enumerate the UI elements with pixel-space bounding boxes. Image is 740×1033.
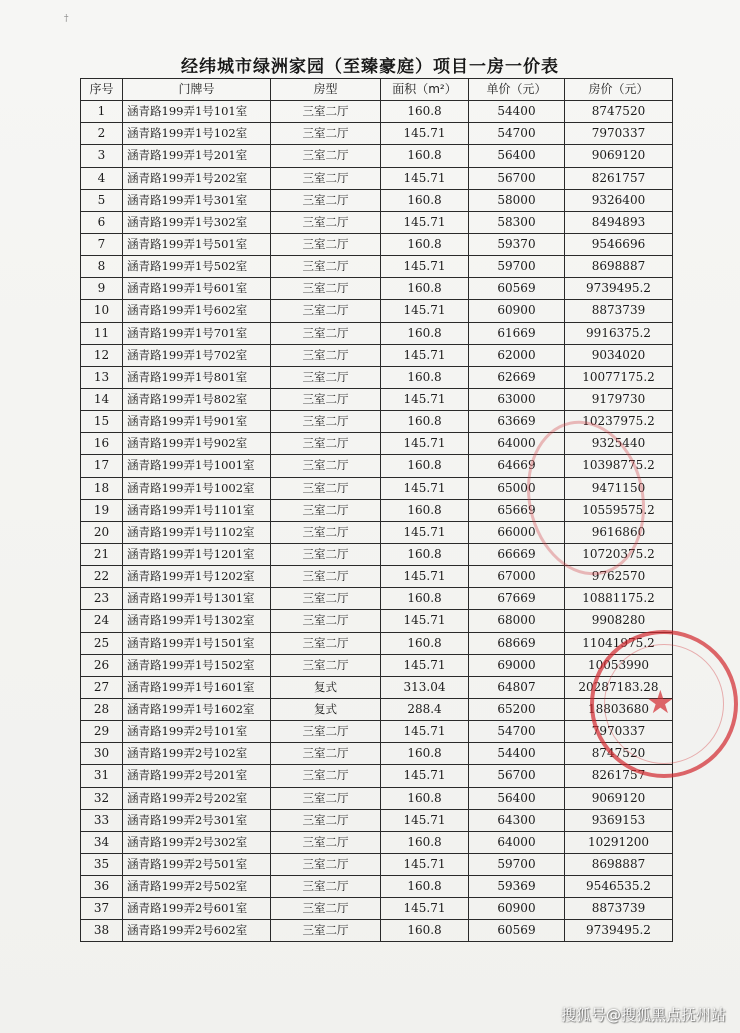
row-index: 31 <box>81 765 123 787</box>
table-row <box>81 743 673 765</box>
row-address: 涵青路199弄2号201室 <box>123 765 271 787</box>
row-total-price: 8261757 <box>565 167 673 189</box>
row-index: 15 <box>81 411 123 433</box>
row-index: 38 <box>81 920 123 942</box>
table-row <box>81 566 673 588</box>
table-row <box>81 477 673 499</box>
row-area: 145.71 <box>381 765 469 787</box>
row-room-type: 三室二厅 <box>271 831 381 853</box>
row-area: 160.8 <box>381 588 469 610</box>
row-unit-price: 58300 <box>469 211 565 233</box>
row-total-price: 8261757 <box>565 765 673 787</box>
row-index: 14 <box>81 388 123 410</box>
row-room-type: 复式 <box>271 676 381 698</box>
row-area: 160.8 <box>381 233 469 255</box>
row-room-type: 三室二厅 <box>271 233 381 255</box>
row-unit-price: 64807 <box>469 676 565 698</box>
row-index: 25 <box>81 632 123 654</box>
row-address: 涵青路199弄1号1501室 <box>123 632 271 654</box>
row-address: 涵青路199弄1号501室 <box>123 233 271 255</box>
row-room-type: 三室二厅 <box>271 101 381 123</box>
row-total-price: 8747520 <box>565 101 673 123</box>
row-index: 17 <box>81 455 123 477</box>
row-total-price: 9326400 <box>565 189 673 211</box>
row-room-type: 三室二厅 <box>271 300 381 322</box>
table-row <box>81 211 673 233</box>
corner-mark: † <box>64 14 69 24</box>
row-total-price: 10720375.2 <box>565 543 673 565</box>
header-row <box>81 79 673 101</box>
row-unit-price: 62000 <box>469 344 565 366</box>
row-unit-price: 54400 <box>469 743 565 765</box>
row-total-price: 7970337 <box>565 123 673 145</box>
row-index: 18 <box>81 477 123 499</box>
row-total-price: 9069120 <box>565 787 673 809</box>
row-total-price: 10053990 <box>565 654 673 676</box>
row-address: 涵青路199弄1号1002室 <box>123 477 271 499</box>
row-unit-price: 59370 <box>469 233 565 255</box>
row-room-type: 三室二厅 <box>271 765 381 787</box>
table-row <box>81 101 673 123</box>
row-index: 23 <box>81 588 123 610</box>
table-row <box>81 676 673 698</box>
row-unit-price: 68000 <box>469 610 565 632</box>
row-area: 160.8 <box>381 322 469 344</box>
row-address: 涵青路199弄1号502室 <box>123 256 271 278</box>
row-address: 涵青路199弄1号101室 <box>123 101 271 123</box>
header-address: 门牌号 <box>123 79 271 101</box>
row-address: 涵青路199弄2号301室 <box>123 809 271 831</box>
row-address: 涵青路199弄1号1302室 <box>123 610 271 632</box>
table-row <box>81 499 673 521</box>
row-unit-price: 61669 <box>469 322 565 344</box>
row-area: 145.71 <box>381 433 469 455</box>
row-address: 涵青路199弄1号1001室 <box>123 455 271 477</box>
row-unit-price: 65000 <box>469 477 565 499</box>
row-index: 1 <box>81 101 123 123</box>
row-area: 145.71 <box>381 211 469 233</box>
row-room-type: 三室二厅 <box>271 167 381 189</box>
row-unit-price: 56400 <box>469 145 565 167</box>
table-row <box>81 300 673 322</box>
row-unit-price: 66000 <box>469 521 565 543</box>
row-address: 涵青路199弄2号601室 <box>123 898 271 920</box>
row-total-price: 9369153 <box>565 809 673 831</box>
row-unit-price: 59369 <box>469 876 565 898</box>
row-index: 33 <box>81 809 123 831</box>
row-room-type: 三室二厅 <box>271 388 381 410</box>
row-address: 涵青路199弄1号602室 <box>123 300 271 322</box>
row-area: 145.71 <box>381 898 469 920</box>
row-unit-price: 62669 <box>469 366 565 388</box>
row-room-type: 三室二厅 <box>271 543 381 565</box>
table-row <box>81 588 673 610</box>
row-total-price: 9546535.2 <box>565 876 673 898</box>
row-address: 涵青路199弄1号902室 <box>123 433 271 455</box>
row-unit-price: 59700 <box>469 256 565 278</box>
header-total-price: 房价（元） <box>565 79 673 101</box>
row-total-price: 10291200 <box>565 831 673 853</box>
row-total-price: 8873739 <box>565 898 673 920</box>
row-area: 288.4 <box>381 698 469 720</box>
row-room-type: 三室二厅 <box>271 145 381 167</box>
page-title: 经纬城市绿洲家园（至臻豪庭）项目一房一价表 <box>181 57 559 77</box>
table-row <box>81 233 673 255</box>
row-unit-price: 59700 <box>469 853 565 875</box>
table-row <box>81 189 673 211</box>
row-total-price: 9739495.2 <box>565 920 673 942</box>
header-room-type: 房型 <box>271 79 381 101</box>
table-row <box>81 344 673 366</box>
row-area: 160.8 <box>381 145 469 167</box>
row-index: 8 <box>81 256 123 278</box>
row-unit-price: 60900 <box>469 898 565 920</box>
row-total-price: 9739495.2 <box>565 278 673 300</box>
row-room-type: 三室二厅 <box>271 787 381 809</box>
table-row <box>81 831 673 853</box>
row-area: 160.8 <box>381 499 469 521</box>
row-address: 涵青路199弄1号1102室 <box>123 521 271 543</box>
row-address: 涵青路199弄1号802室 <box>123 388 271 410</box>
row-total-price: 9616860 <box>565 521 673 543</box>
row-area: 145.71 <box>381 256 469 278</box>
header-unit-price: 单价（元） <box>469 79 565 101</box>
row-area: 145.71 <box>381 721 469 743</box>
table-row <box>81 433 673 455</box>
table-row <box>81 145 673 167</box>
table-row <box>81 388 673 410</box>
row-address: 涵青路199弄1号801室 <box>123 366 271 388</box>
row-index: 6 <box>81 211 123 233</box>
table-row <box>81 366 673 388</box>
row-address: 涵青路199弄2号502室 <box>123 876 271 898</box>
row-total-price: 10559575.2 <box>565 499 673 521</box>
row-index: 5 <box>81 189 123 211</box>
row-area: 145.71 <box>381 344 469 366</box>
row-total-price: 10881175.2 <box>565 588 673 610</box>
table-row <box>81 654 673 676</box>
row-area: 160.8 <box>381 632 469 654</box>
row-area: 160.8 <box>381 366 469 388</box>
table-row <box>81 278 673 300</box>
row-unit-price: 64669 <box>469 455 565 477</box>
row-index: 9 <box>81 278 123 300</box>
table-row <box>81 256 673 278</box>
row-room-type: 三室二厅 <box>271 344 381 366</box>
row-unit-price: 69000 <box>469 654 565 676</box>
row-unit-price: 60569 <box>469 278 565 300</box>
row-unit-price: 68669 <box>469 632 565 654</box>
row-index: 16 <box>81 433 123 455</box>
row-area: 160.8 <box>381 920 469 942</box>
row-total-price: 10398775.2 <box>565 455 673 477</box>
row-unit-price: 60569 <box>469 920 565 942</box>
row-total-price: 9546696 <box>565 233 673 255</box>
row-area: 160.8 <box>381 543 469 565</box>
row-address: 涵青路199弄1号1602室 <box>123 698 271 720</box>
row-address: 涵青路199弄1号701室 <box>123 322 271 344</box>
row-room-type: 三室二厅 <box>271 721 381 743</box>
row-total-price: 9916375.2 <box>565 322 673 344</box>
source-watermark: 搜狐号@搜狐黑点抚州站 <box>560 1006 726 1024</box>
table-row <box>81 610 673 632</box>
row-address: 涵青路199弄2号101室 <box>123 721 271 743</box>
table-row <box>81 898 673 920</box>
row-area: 145.71 <box>381 521 469 543</box>
table-row <box>81 123 673 145</box>
row-area: 160.8 <box>381 101 469 123</box>
row-room-type: 三室二厅 <box>271 920 381 942</box>
row-total-price: 8873739 <box>565 300 673 322</box>
row-total-price: 9471150 <box>565 477 673 499</box>
row-address: 涵青路199弄1号302室 <box>123 211 271 233</box>
row-room-type: 三室二厅 <box>271 211 381 233</box>
row-room-type: 三室二厅 <box>271 521 381 543</box>
row-total-price: 8698887 <box>565 256 673 278</box>
price-table <box>80 78 673 942</box>
row-index: 20 <box>81 521 123 543</box>
row-room-type: 三室二厅 <box>271 256 381 278</box>
row-unit-price: 67669 <box>469 588 565 610</box>
row-unit-price: 63000 <box>469 388 565 410</box>
row-total-price: 9069120 <box>565 145 673 167</box>
row-address: 涵青路199弄2号602室 <box>123 920 271 942</box>
row-address: 涵青路199弄1号1101室 <box>123 499 271 521</box>
table-row <box>81 411 673 433</box>
row-room-type: 三室二厅 <box>271 322 381 344</box>
company-seal: ★ <box>590 630 738 778</box>
row-area: 160.8 <box>381 876 469 898</box>
row-room-type: 三室二厅 <box>271 366 381 388</box>
row-address: 涵青路199弄1号601室 <box>123 278 271 300</box>
row-address: 涵青路199弄1号702室 <box>123 344 271 366</box>
row-index: 37 <box>81 898 123 920</box>
row-room-type: 复式 <box>271 698 381 720</box>
row-area: 145.71 <box>381 853 469 875</box>
row-area: 145.71 <box>381 610 469 632</box>
row-index: 2 <box>81 123 123 145</box>
row-room-type: 三室二厅 <box>271 189 381 211</box>
row-area: 145.71 <box>381 300 469 322</box>
row-index: 11 <box>81 322 123 344</box>
row-address: 涵青路199弄1号1201室 <box>123 543 271 565</box>
row-room-type: 三室二厅 <box>271 876 381 898</box>
row-room-type: 三室二厅 <box>271 278 381 300</box>
row-index: 24 <box>81 610 123 632</box>
table-row <box>81 322 673 344</box>
row-area: 145.71 <box>381 654 469 676</box>
row-index: 19 <box>81 499 123 521</box>
row-index: 22 <box>81 566 123 588</box>
row-unit-price: 64000 <box>469 831 565 853</box>
row-unit-price: 63669 <box>469 411 565 433</box>
row-index: 21 <box>81 543 123 565</box>
row-index: 4 <box>81 167 123 189</box>
row-room-type: 三室二厅 <box>271 809 381 831</box>
row-total-price: 9034020 <box>565 344 673 366</box>
table-row <box>81 765 673 787</box>
row-total-price: 8494893 <box>565 211 673 233</box>
row-area: 313.04 <box>381 676 469 698</box>
row-unit-price: 66669 <box>469 543 565 565</box>
row-room-type: 三室二厅 <box>271 853 381 875</box>
row-area: 160.8 <box>381 189 469 211</box>
row-index: 10 <box>81 300 123 322</box>
row-room-type: 三室二厅 <box>271 455 381 477</box>
row-unit-price: 67000 <box>469 566 565 588</box>
row-address: 涵青路199弄1号1301室 <box>123 588 271 610</box>
table-row <box>81 721 673 743</box>
row-address: 涵青路199弄1号901室 <box>123 411 271 433</box>
table-row <box>81 787 673 809</box>
row-total-price: 7970337 <box>565 721 673 743</box>
row-unit-price: 64000 <box>469 433 565 455</box>
row-total-price: 9325440 <box>565 433 673 455</box>
row-area: 160.8 <box>381 743 469 765</box>
row-area: 160.8 <box>381 831 469 853</box>
row-index: 32 <box>81 787 123 809</box>
row-address: 涵青路199弄1号301室 <box>123 189 271 211</box>
table-row <box>81 521 673 543</box>
row-total-price: 8747520 <box>565 743 673 765</box>
table-row <box>81 853 673 875</box>
row-unit-price: 54400 <box>469 101 565 123</box>
row-total-price: 20287183.28 <box>565 676 673 698</box>
row-unit-price: 65200 <box>469 698 565 720</box>
row-total-price: 9762570 <box>565 566 673 588</box>
row-address: 涵青路199弄1号202室 <box>123 167 271 189</box>
row-address: 涵青路199弄1号102室 <box>123 123 271 145</box>
row-address: 涵青路199弄1号1502室 <box>123 654 271 676</box>
table-header <box>81 79 673 101</box>
row-room-type: 三室二厅 <box>271 499 381 521</box>
row-area: 145.71 <box>381 566 469 588</box>
table-row <box>81 698 673 720</box>
row-room-type: 三室二厅 <box>271 743 381 765</box>
row-room-type: 三室二厅 <box>271 433 381 455</box>
row-total-price: 8698887 <box>565 853 673 875</box>
header-area: 面积（m²） <box>381 79 469 101</box>
row-room-type: 三室二厅 <box>271 123 381 145</box>
row-area: 160.8 <box>381 411 469 433</box>
row-total-price: 9908280 <box>565 610 673 632</box>
header-index: 序号 <box>81 79 123 101</box>
row-area: 160.8 <box>381 455 469 477</box>
row-total-price: 10237975.2 <box>565 411 673 433</box>
row-index: 3 <box>81 145 123 167</box>
row-area: 145.71 <box>381 123 469 145</box>
table-row <box>81 809 673 831</box>
row-index: 7 <box>81 233 123 255</box>
row-unit-price: 56700 <box>469 765 565 787</box>
row-index: 27 <box>81 676 123 698</box>
table-row <box>81 455 673 477</box>
row-index: 30 <box>81 743 123 765</box>
row-address: 涵青路199弄2号501室 <box>123 853 271 875</box>
table-row <box>81 543 673 565</box>
table-row <box>81 920 673 942</box>
table-row <box>81 167 673 189</box>
row-index: 13 <box>81 366 123 388</box>
row-total-price: 18803680 <box>565 698 673 720</box>
row-index: 29 <box>81 721 123 743</box>
row-room-type: 三室二厅 <box>271 632 381 654</box>
row-unit-price: 60900 <box>469 300 565 322</box>
row-unit-price: 54700 <box>469 123 565 145</box>
row-address: 涵青路199弄2号202室 <box>123 787 271 809</box>
row-address: 涵青路199弄1号201室 <box>123 145 271 167</box>
row-unit-price: 64300 <box>469 809 565 831</box>
row-total-price: 11041975.2 <box>565 632 673 654</box>
row-room-type: 三室二厅 <box>271 588 381 610</box>
row-address: 涵青路199弄1号1202室 <box>123 566 271 588</box>
row-address: 涵青路199弄1号1601室 <box>123 676 271 698</box>
row-index: 36 <box>81 876 123 898</box>
row-index: 26 <box>81 654 123 676</box>
row-area: 160.8 <box>381 787 469 809</box>
row-area: 160.8 <box>381 278 469 300</box>
row-unit-price: 56700 <box>469 167 565 189</box>
row-address: 涵青路199弄2号102室 <box>123 743 271 765</box>
row-room-type: 三室二厅 <box>271 898 381 920</box>
row-unit-price: 54700 <box>469 721 565 743</box>
row-area: 145.71 <box>381 477 469 499</box>
row-index: 35 <box>81 853 123 875</box>
table-body <box>81 101 673 942</box>
row-room-type: 三室二厅 <box>271 654 381 676</box>
row-unit-price: 65669 <box>469 499 565 521</box>
row-area: 145.71 <box>381 167 469 189</box>
row-total-price: 10077175.2 <box>565 366 673 388</box>
row-address: 涵青路199弄2号302室 <box>123 831 271 853</box>
row-area: 145.71 <box>381 809 469 831</box>
row-room-type: 三室二厅 <box>271 566 381 588</box>
row-area: 145.71 <box>381 388 469 410</box>
row-room-type: 三室二厅 <box>271 610 381 632</box>
row-total-price: 9179730 <box>565 388 673 410</box>
row-room-type: 三室二厅 <box>271 477 381 499</box>
row-unit-price: 58000 <box>469 189 565 211</box>
table-row <box>81 876 673 898</box>
row-unit-price: 56400 <box>469 787 565 809</box>
table-row <box>81 632 673 654</box>
row-index: 34 <box>81 831 123 853</box>
row-index: 28 <box>81 698 123 720</box>
row-room-type: 三室二厅 <box>271 411 381 433</box>
row-index: 12 <box>81 344 123 366</box>
